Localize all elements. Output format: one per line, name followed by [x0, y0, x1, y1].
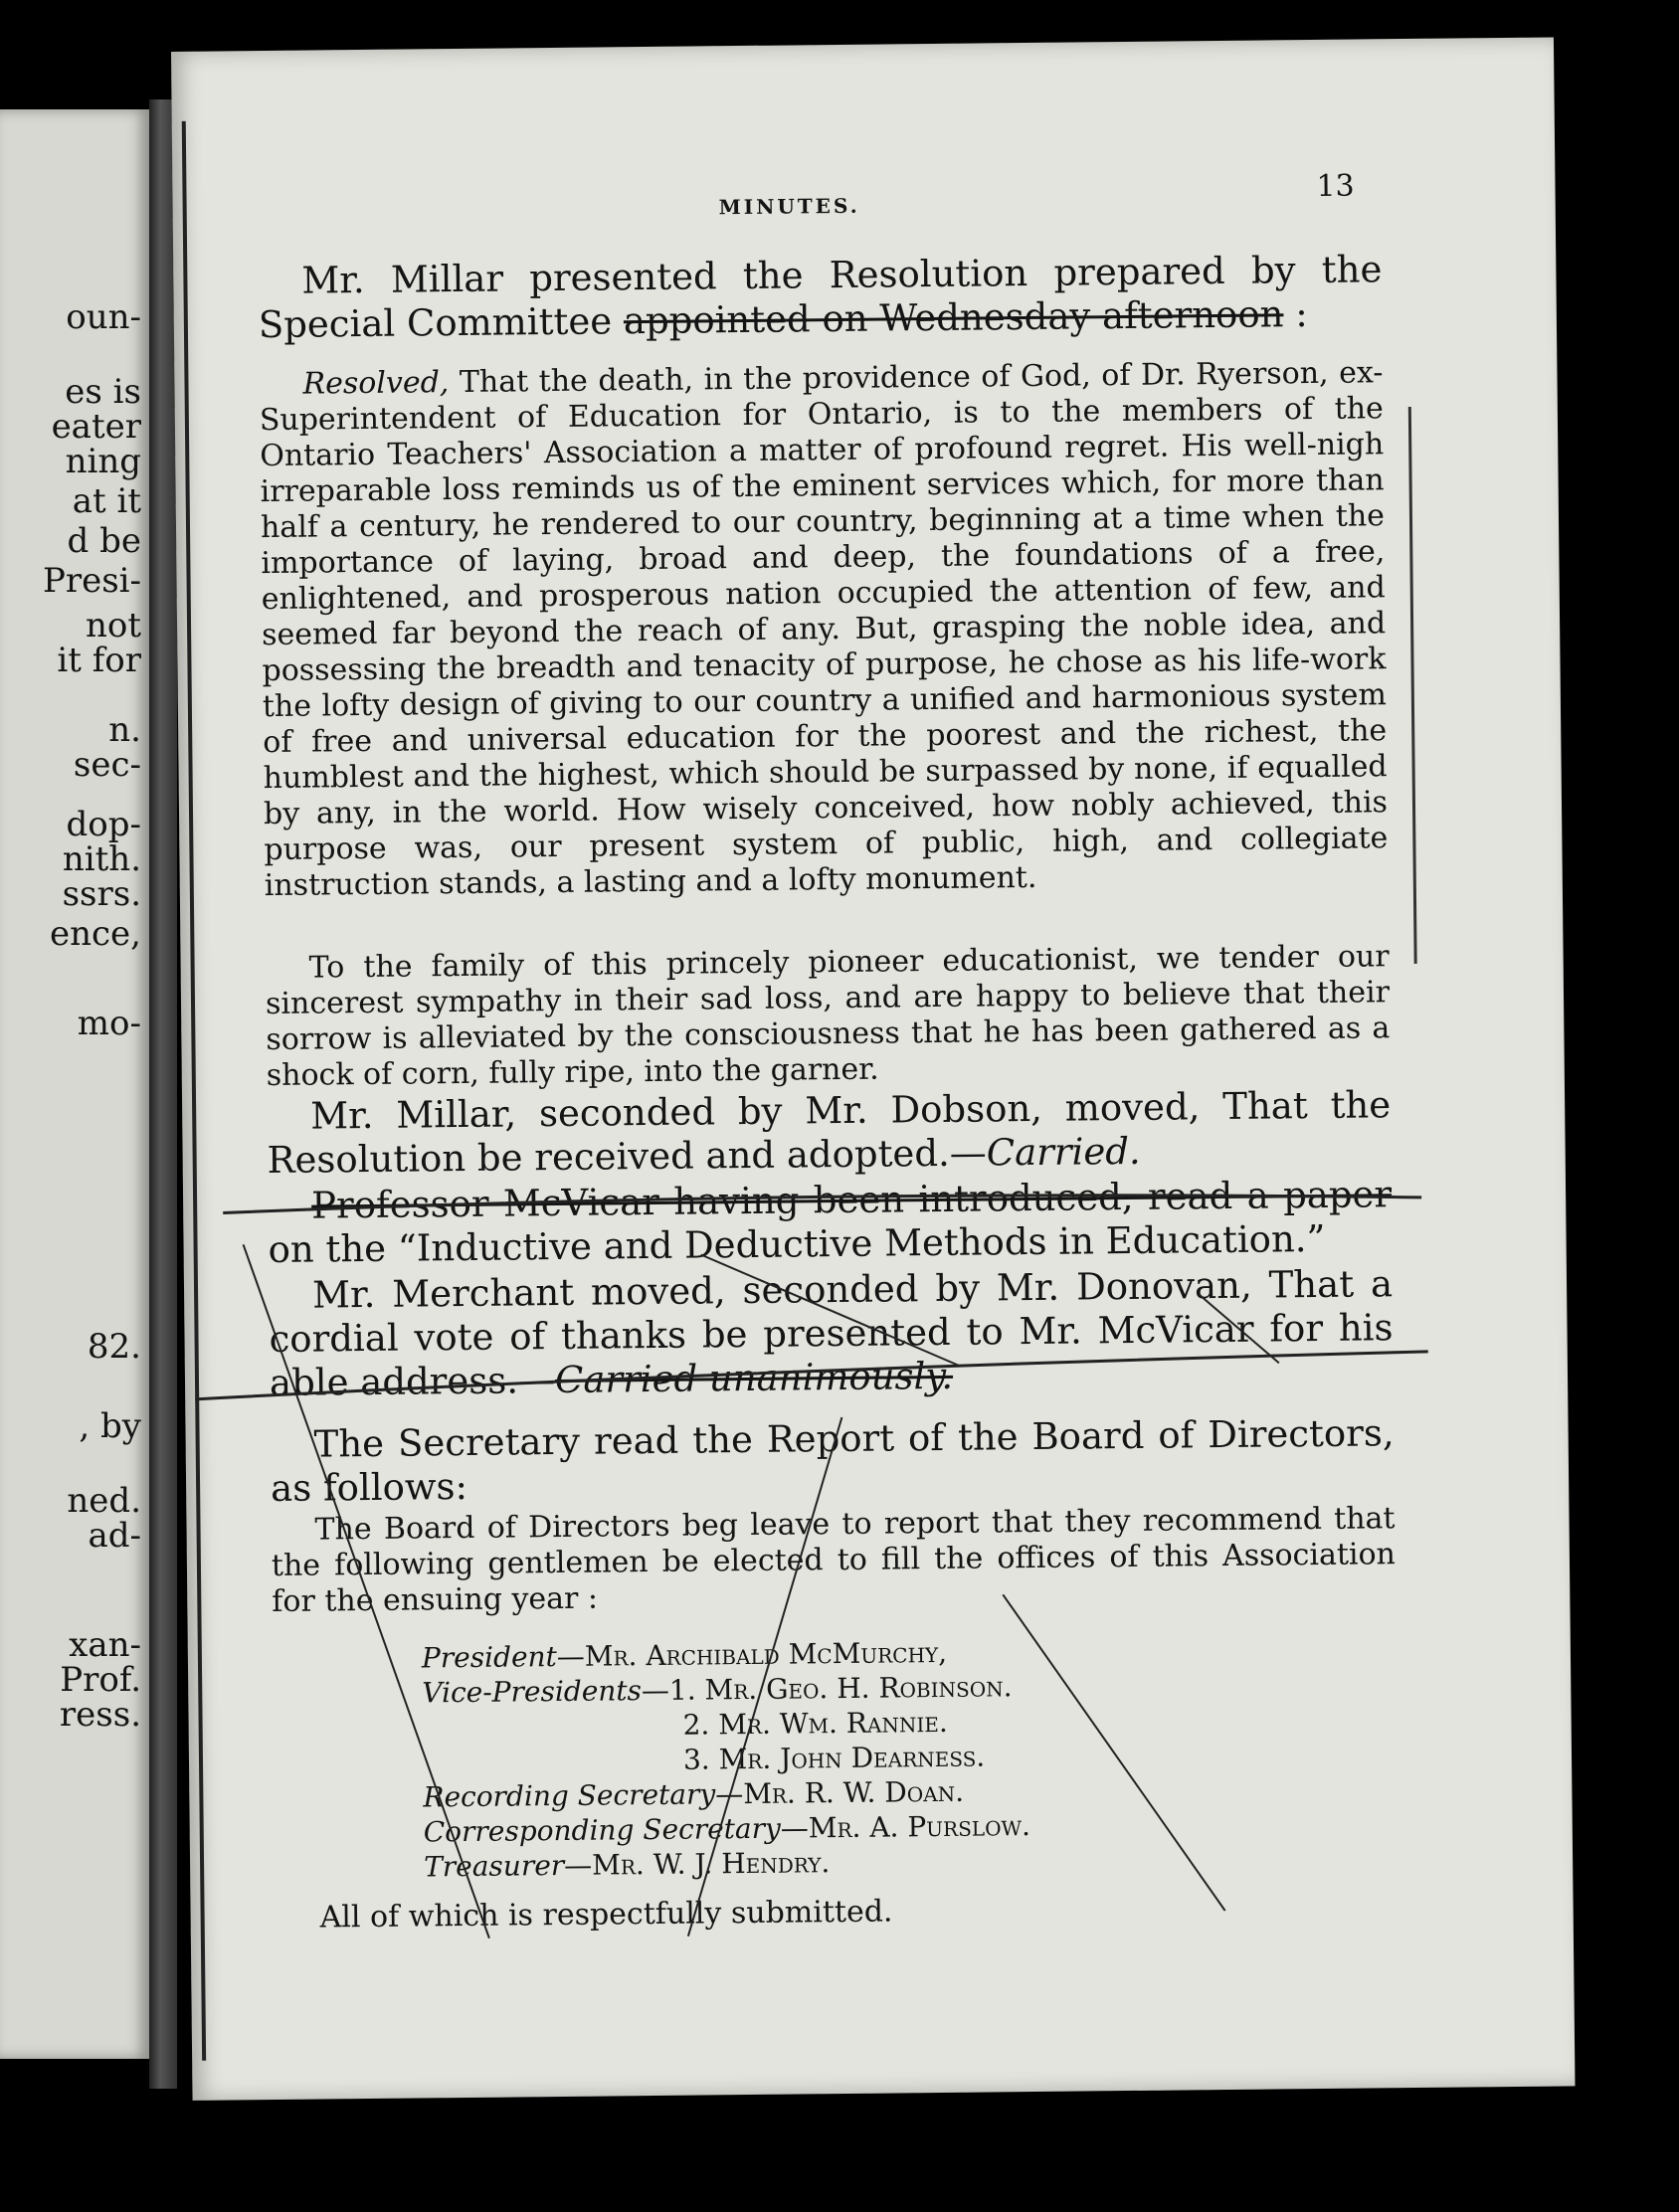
board-report: The Board of Directors beg leave to report that they recommend that the following gentlemen be elected to fill the offices of this Association for the ensuing year : — [271, 1501, 1397, 1620]
officer-role: Recording Secretary — [423, 1777, 716, 1814]
facing-page-fragment: ence, — [50, 914, 141, 954]
closing-line: All of which is respectfully submitted. — [319, 1894, 893, 1936]
presented-text: Mr. Millar presented the Resolution prepared by the Special Committee — [258, 248, 1383, 347]
facing-page-fragment: not — [85, 606, 141, 645]
officer-name: Mr. W. J. Hendry. — [592, 1846, 831, 1882]
page-number: 13 — [1316, 168, 1355, 204]
mcvicar-struck: Professor McVicar having been introduced, read a paper — [310, 1173, 1393, 1227]
officer-name: Mr. A. Purslow. — [808, 1809, 1031, 1845]
facing-page-fragment: ad- — [88, 1516, 141, 1556]
mcvicar-text: on the “Inductive and Deductive Methods in Education.” — [268, 1216, 1326, 1272]
officer-name: Mr. Archibald McMurchy, — [584, 1635, 948, 1673]
struck-phrase: appointed on Wednesday afternoon — [623, 292, 1284, 343]
pencil-strikeouts — [171, 37, 1575, 2100]
thanks-carried: Carried unanimously. — [554, 1354, 954, 1402]
officer-name: 2. Mr. Wm. Rannie. — [682, 1705, 948, 1742]
officer-role: President — [421, 1640, 557, 1675]
officer-name: Mr. R. W. Doan. — [743, 1774, 965, 1811]
officer-role: Vice-Presidents — [422, 1674, 643, 1710]
facing-page-fragment: eater — [51, 407, 141, 447]
facing-page-fragment: nith. — [62, 839, 141, 879]
facing-page-fragment: oun- — [66, 297, 141, 337]
facing-page-fragment: sec- — [73, 745, 141, 785]
family-paragraph: To the family of this princely pioneer educationist, we tender our sincerest sympathy in their sad loss, and are happy to believe that their sorrow is alleviated by the consciousness that he has been gathered as a shock of corn, fully ripe, into the garner. — [265, 939, 1391, 1094]
facing-page-fragment: ssrs. — [62, 874, 141, 914]
officer-separator: — — [564, 1848, 593, 1882]
document-page — [171, 37, 1575, 2100]
officer-separator: — — [780, 1811, 809, 1845]
officer-name: 3. Mr. John Dearness. — [682, 1740, 986, 1776]
facing-page-fragment: ned. — [67, 1481, 141, 1521]
officer-separator: — — [556, 1639, 585, 1674]
facing-page-fragment: Prof. — [60, 1660, 141, 1700]
officer-separator: — — [715, 1777, 744, 1811]
facing-page-fragment: ress. — [59, 1695, 141, 1735]
thanks-text: Mr. Merchant moved, seconded by Mr. Donovan, That a cordial vote of thanks be presented to Mr. McVicar for his able address.— — [269, 1262, 1394, 1405]
secretary-paragraph: The Secretary read the Report of the Board of Directors, as follows: — [270, 1411, 1395, 1511]
facing-page-fragment: 82. — [87, 1327, 141, 1367]
facing-page-fragment: xan- — [69, 1625, 141, 1665]
motion-text: Mr. Millar, seconded by Mr. Dobson, moved, That the Resolution be received and adopted.— — [267, 1083, 1392, 1183]
book-gutter — [149, 99, 177, 2089]
officer-role: Corresponding Secretary — [423, 1811, 781, 1849]
resolution-text: That the death, in the providence of God, of Dr. Ryerson, ex-Superintendent of Education for Ontario, is to the members of the Ontario Teachers' Association a matter of profound regret. His well-nigh irreparable loss reminds us of the eminent services which, for more than half a century, he rendered to our country, beginning at a time when the importance of laying, broad and deep, the foundations of a free, enlightened, and prosperous nation occupied the attention of few, and seemed far beyond the reach of any. But, grasping the noble idea, and possessing the breadth and tenacity of purpose, he chose as his life-work the lofty design of giving to our country a unified and harmonious system of free and universal education for the poorest and the richest, the humblest and the highest, which should be surpassed by none, if equalled by any, in the world. How wisely conceived, how nobly achieved, this purpose was, our present system of public, high, and collegiate instruction stands, a lasting and a lofty monument. — [259, 355, 1389, 904]
facing-page-fragment: Presi- — [42, 561, 141, 601]
facing-page-fragment: ning — [65, 442, 141, 481]
facing-page-fragment: n. — [108, 710, 141, 750]
resolved-label: Resolved, — [302, 365, 450, 402]
facing-page — [0, 109, 149, 2059]
facing-page-fragment: d be — [67, 521, 141, 561]
facing-page-fragment: mo- — [77, 1004, 141, 1043]
facing-page-fragment: es is — [65, 372, 141, 412]
presented-end: : — [1283, 292, 1308, 336]
facing-page-fragment: it for — [57, 641, 141, 680]
officer-role: Treasurer — [423, 1848, 565, 1884]
officer-separator: — — [641, 1673, 670, 1708]
officer-name: 1. Mr. Geo. H. Robinson. — [668, 1670, 1013, 1707]
motion-carried: Carried. — [986, 1129, 1141, 1175]
running-title: MINUTES. — [718, 193, 860, 220]
facing-page-fragment: at it — [72, 481, 141, 521]
facing-page-fragment: dop- — [66, 805, 141, 844]
facing-page-fragment: , by — [79, 1406, 141, 1446]
